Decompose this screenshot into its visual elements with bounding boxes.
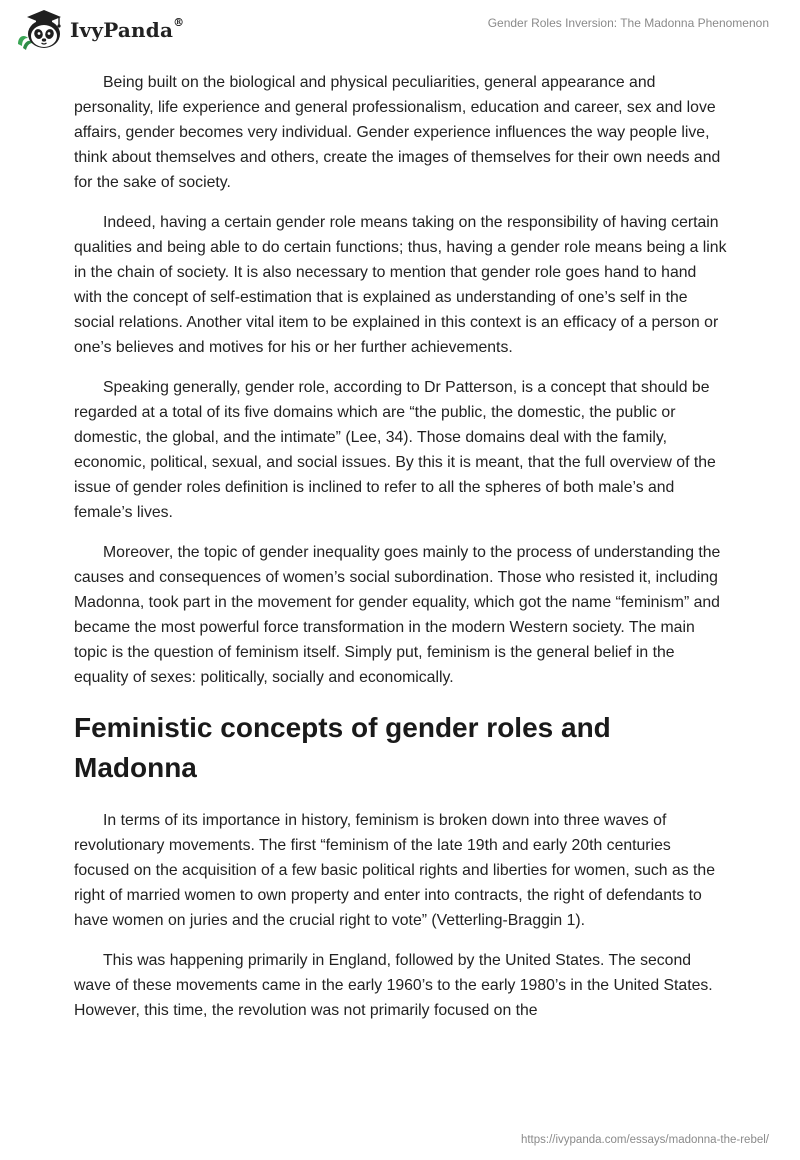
brand-name: IvyPanda®: [70, 16, 185, 42]
panda-graduate-icon: [14, 8, 66, 52]
source-url[interactable]: https://ivypanda.com/essays/madonna-the-rebel/: [520, 1134, 769, 1146]
registered-mark: ®: [173, 16, 185, 29]
page-header: [0, 0, 800, 60]
document-title: Gender Roles Inversion: The Madonna Phenomenon: [487, 16, 769, 30]
paragraph: In terms of its importance in history, feminism is broken down into three waves of revolutionary movements. The first “feminism of the late 19th and early 20th centuries focused on the acquisition of a few basic political rights and liberties for women, such as the right of married women to own property and enter into contracts, the right of defendants to have women on juries and the crucial right to vote” (Vetterling-Braggin 1).: [74, 812, 716, 929]
ivypanda-logo[interactable]: [14, 8, 184, 52]
paragraph: Being built on the biological and physical peculiarities, general appearance and personality, life experience and general professionalism, education and career, sex and love affairs, gender becomes very individual. Gender experience influences the way people live, think about themselves and others, create the images of themselves for their own needs and for the sake of society.: [74, 74, 721, 191]
essay-body: [74, 70, 728, 1038]
paragraph: Moreover, the topic of gender inequality goes mainly to the process of understanding the causes and consequences of women’s social subordination. Those who resisted it, including Madonna, took part in the movement for gender equality, which got the name “feminism” and became the most powerful force transformation in the modern Western society. The main topic is the question of feminism itself. Simply put, feminism is the general belief in the equality of sexes: politically, socially and economically.: [74, 544, 721, 686]
section-heading: Feministic concepts of gender roles and Madonna: [74, 712, 611, 783]
paragraph: Indeed, having a certain gender role means taking on the responsibility of having certain qualities and being able to do certain functions; thus, having a gender role means being a link in the chain of society. It is also necessary to mention that gender role goes hand to hand with the concept of self-estimation that is explained as understanding of one’s self in the social relations. Another vital item to be explained in this context is an efficacy of a person or one’s believes and motives for his or her further achievements.: [74, 214, 727, 356]
paragraph: Speaking generally, gender role, according to Dr Patterson, is a concept that should be regarded at a total of its five domains which are “the public, the domestic, the public or domestic, the global, and the intimate” (Lee, 34). Those domains deal with the family, economic, political, sexual, and social issues. By this it is meant, that the full overview of the issue of gender roles definition is inclined to refer to all the spheres of both male’s and female’s lives.: [74, 379, 716, 521]
paragraph: This was happening primarily in England, followed by the United States. The second wave of these movements came in the early 1960’s to the early 1980’s in the United States. However, this time, the revolution was not primarily focused on the: [74, 952, 713, 1019]
